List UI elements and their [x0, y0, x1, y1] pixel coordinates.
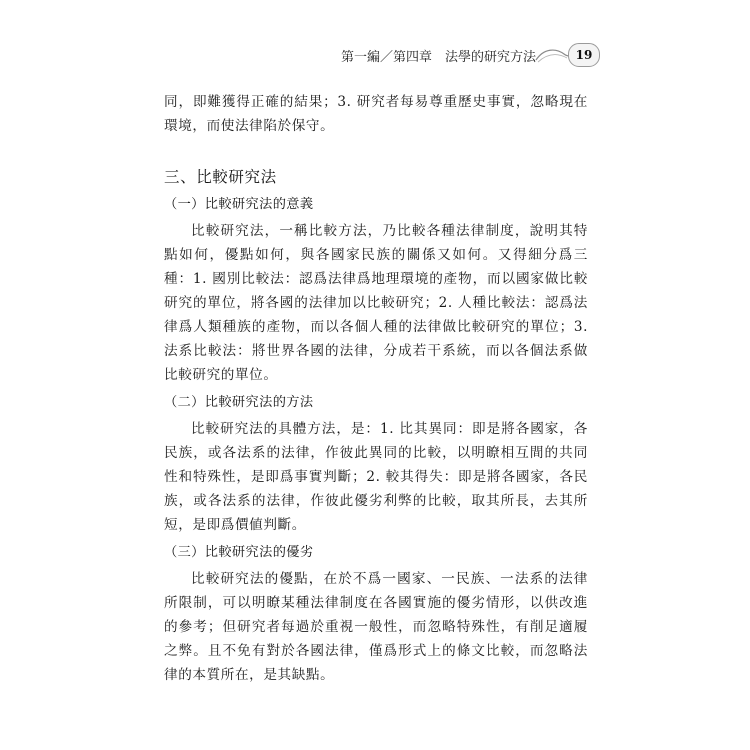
subsection-heading-meaning: （一）比較研究法的意義 — [164, 197, 314, 212]
subsection-paragraph-meaning: 比較研究法，一稱比較方法，乃比較各種法律制度，說明其特點如何，優點如何，與各國家民族的關係又如何。又得細分爲三種：1. 國別比較法：認爲法律爲地理環境的產物，而以國家做比較研究的單位，將各國的法律加以比較研究；2. 人種比較法：認爲法律爲人類種族的產物，而以各個人種的法律做比較研究的單位；3. 法系比較法：將世界各國的法律，分成若干系統，而以各個法系做比較研究的單位。 — [164, 223, 588, 383]
page-body — [164, 90, 588, 687]
subsection-paragraph-method: 比較研究法的具體方法，是：1. 比其異同：即是將各國家，各民族，或各法系的法律，作彼此異同的比較，以明瞭相互間的共同性和特殊性，是即爲事實判斷；2. 較其得失：即是將各國家，各民族，或各法系的法律，作彼此優劣利弊的比較，取其所長，去其所短，是即爲價値判斷。 — [164, 421, 588, 533]
page-number-badge: 19 — [568, 43, 600, 67]
running-title: 第一編／第四章 法學的研究方法 — [340, 50, 536, 65]
subsection-heading-method: （二）比較研究法的方法 — [164, 395, 314, 410]
page-header — [150, 40, 600, 68]
continuation-paragraph: 同，即難獲得正確的結果；3. 研究者每易尊重歷史事實，忽略現在環境，而使法律陷於保守。 — [164, 94, 588, 134]
subsection-heading-merits: （三）比較研究法的優劣 — [164, 545, 314, 560]
subsection-paragraph-merits: 比較研究法的優點，在於不爲一國家、一民族、一法系的法律所限制，可以明瞭某種法律制度在各國實施的優劣情形，以供改進的參考；但研究者每過於重視一般性，而忽略特殊性，有削足適履之弊。且不免有對於各國法律，僅爲形式上的條文比較，而忽略法律的本質所在，是其缺點。 — [164, 571, 588, 683]
section-heading: 三、比較研究法 — [164, 168, 277, 186]
